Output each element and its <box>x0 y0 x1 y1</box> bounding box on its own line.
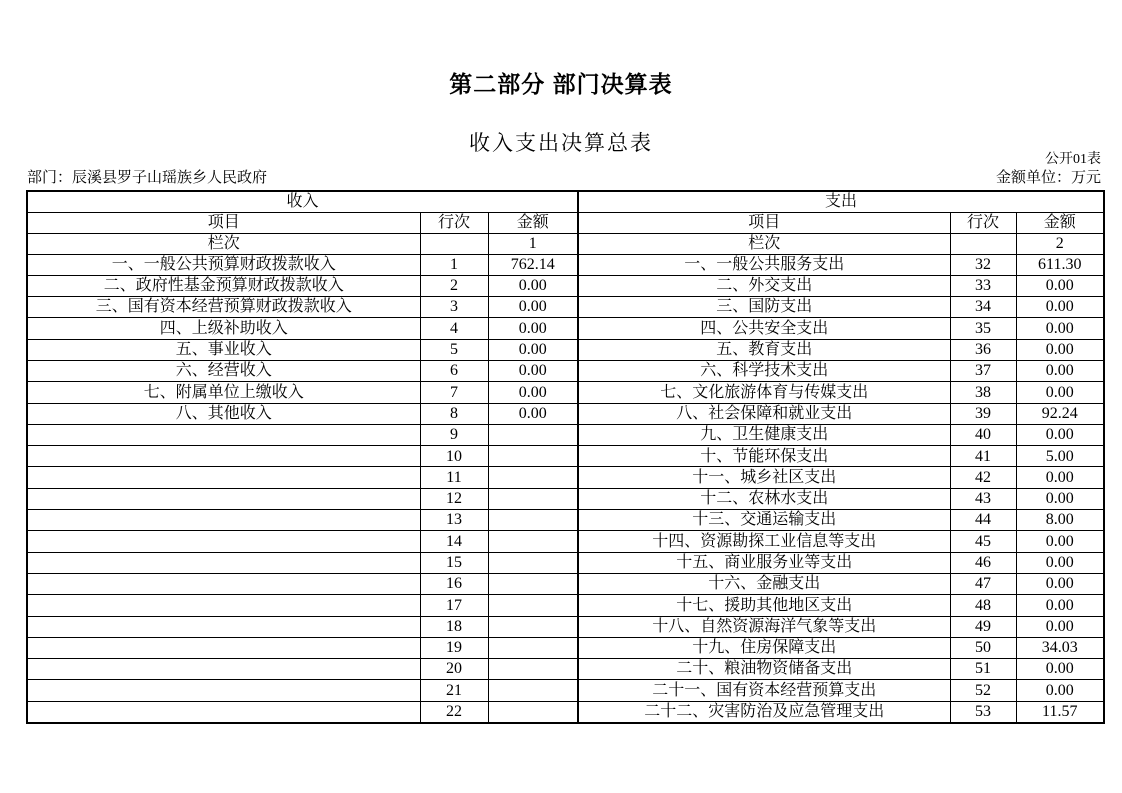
income-column-number: 1 <box>488 233 578 254</box>
table-row <box>27 680 1104 701</box>
table-row <box>27 424 1104 445</box>
expense-line-no-cell: 36 <box>950 339 1016 360</box>
income-amount-cell: 0.00 <box>488 275 578 296</box>
income-amount-cell <box>488 446 578 467</box>
expense-line-no-cell: 41 <box>950 446 1016 467</box>
income-amount-header: 金额 <box>488 212 578 233</box>
expense-column-index-label: 栏次 <box>578 233 950 254</box>
income-line-no-cell: 6 <box>420 360 488 381</box>
table-row <box>27 573 1104 594</box>
income-item-cell <box>27 424 420 445</box>
income-amount-cell <box>488 531 578 552</box>
expense-item-cell: 一、一般公共服务支出 <box>578 254 950 275</box>
income-item-cell: 二、政府性基金预算财政拨款收入 <box>27 275 420 296</box>
expense-item-cell: 十、节能环保支出 <box>578 446 950 467</box>
income-line-no-cell: 14 <box>420 531 488 552</box>
income-line-no-header: 行次 <box>420 212 488 233</box>
expense-amount-cell: 0.00 <box>1016 382 1104 403</box>
income-amount-cell <box>488 701 578 722</box>
expense-amount-cell: 34.03 <box>1016 637 1104 658</box>
expense-amount-cell: 0.00 <box>1016 488 1104 509</box>
income-amount-cell <box>488 616 578 637</box>
income-amount-cell <box>488 595 578 616</box>
expense-line-no-cell: 44 <box>950 510 1016 531</box>
income-item-cell: 三、国有资本经营预算财政拨款收入 <box>27 297 420 318</box>
expense-item-cell: 十四、资源勘探工业信息等支出 <box>578 531 950 552</box>
expense-item-header: 项目 <box>578 212 950 233</box>
income-line-no-cell: 1 <box>420 254 488 275</box>
expense-item-cell: 十八、自然资源海洋气象等支出 <box>578 616 950 637</box>
expense-amount-cell: 611.30 <box>1016 254 1104 275</box>
table-code-label: 公开01表 <box>1045 152 1101 167</box>
table-row <box>27 297 1104 318</box>
income-line-no-cell: 13 <box>420 510 488 531</box>
expense-line-no-cell: 40 <box>950 424 1016 445</box>
table-row <box>27 318 1104 339</box>
table-row <box>27 275 1104 296</box>
expense-amount-cell: 0.00 <box>1016 616 1104 637</box>
expense-amount-cell: 0.00 <box>1016 275 1104 296</box>
expense-line-no-cell: 42 <box>950 467 1016 488</box>
table-row <box>27 595 1104 616</box>
expense-amount-cell: 0.00 <box>1016 360 1104 381</box>
expense-item-cell: 四、公共安全支出 <box>578 318 950 339</box>
income-item-cell <box>27 637 420 658</box>
table-row <box>27 616 1104 637</box>
table-row <box>27 467 1104 488</box>
table-row <box>27 446 1104 467</box>
income-line-no-cell: 3 <box>420 297 488 318</box>
expense-amount-cell: 0.00 <box>1016 339 1104 360</box>
income-amount-cell: 0.00 <box>488 318 578 339</box>
income-item-cell <box>27 701 420 722</box>
income-item-cell <box>27 488 420 509</box>
income-column-index-label: 栏次 <box>27 233 420 254</box>
income-item-header: 项目 <box>27 212 420 233</box>
expense-line-no-cell: 39 <box>950 403 1016 424</box>
table-row <box>27 488 1104 509</box>
table-row <box>27 254 1104 275</box>
income-amount-cell <box>488 659 578 680</box>
income-line-no-cell: 8 <box>420 403 488 424</box>
expense-item-cell: 八、社会保障和就业支出 <box>578 403 950 424</box>
table-meta-row <box>27 166 1101 187</box>
income-item-cell: 五、事业收入 <box>27 339 420 360</box>
income-line-no-cell: 17 <box>420 595 488 616</box>
income-item-cell <box>27 446 420 467</box>
expense-amount-cell: 0.00 <box>1016 297 1104 318</box>
expense-line-no-cell: 51 <box>950 659 1016 680</box>
expense-line-no-cell: 49 <box>950 616 1016 637</box>
income-line-no-cell: 18 <box>420 616 488 637</box>
expense-line-no-cell: 37 <box>950 360 1016 381</box>
expense-line-no-cell: 50 <box>950 637 1016 658</box>
income-amount-cell: 0.00 <box>488 339 578 360</box>
expenditure-section-header: 支出 <box>578 191 1104 212</box>
income-amount-cell: 762.14 <box>488 254 578 275</box>
expense-line-no-cell: 33 <box>950 275 1016 296</box>
document-title: 第二部分 部门决算表 <box>449 71 673 97</box>
income-amount-cell <box>488 510 578 531</box>
income-amount-cell <box>488 467 578 488</box>
income-item-cell: 一、一般公共预算财政拨款收入 <box>27 254 420 275</box>
table-row <box>27 531 1104 552</box>
income-line-no-cell: 16 <box>420 573 488 594</box>
income-line-no-cell: 15 <box>420 552 488 573</box>
expense-line-no-cell: 53 <box>950 701 1016 722</box>
expense-item-cell: 二十、粮油物资储备支出 <box>578 659 950 680</box>
expense-item-cell: 二、外交支出 <box>578 275 950 296</box>
income-item-cell <box>27 595 420 616</box>
expense-line-no-header: 行次 <box>950 212 1016 233</box>
expense-item-cell: 十三、交通运输支出 <box>578 510 950 531</box>
expense-amount-cell: 0.00 <box>1016 659 1104 680</box>
table-row <box>27 552 1104 573</box>
income-item-cell <box>27 573 420 594</box>
expense-item-cell: 九、卫生健康支出 <box>578 424 950 445</box>
income-item-cell <box>27 510 420 531</box>
income-item-cell <box>27 680 420 701</box>
income-line-no-cell: 4 <box>420 318 488 339</box>
income-column-index-empty <box>420 233 488 254</box>
income-expenditure-table <box>26 190 1105 724</box>
expense-column-number: 2 <box>1016 233 1104 254</box>
expense-line-no-cell: 48 <box>950 595 1016 616</box>
expense-amount-cell: 0.00 <box>1016 552 1104 573</box>
income-item-cell <box>27 467 420 488</box>
expense-item-cell: 十九、住房保障支出 <box>578 637 950 658</box>
income-item-cell: 七、附属单位上缴收入 <box>27 382 420 403</box>
table-row <box>27 510 1104 531</box>
expense-line-no-cell: 34 <box>950 297 1016 318</box>
expense-item-cell: 十一、城乡社区支出 <box>578 467 950 488</box>
table-row <box>27 382 1104 403</box>
table-title: 收入支出决算总表 <box>469 131 653 155</box>
expense-item-cell: 十六、金融支出 <box>578 573 950 594</box>
income-line-no-cell: 11 <box>420 467 488 488</box>
expense-item-cell: 六、科学技术支出 <box>578 360 950 381</box>
expense-item-cell: 十五、商业服务业等支出 <box>578 552 950 573</box>
income-line-no-cell: 10 <box>420 446 488 467</box>
income-line-no-cell: 7 <box>420 382 488 403</box>
column-header-row <box>27 212 1104 233</box>
income-line-no-cell: 22 <box>420 701 488 722</box>
expense-amount-header: 金额 <box>1016 212 1104 233</box>
expense-line-no-cell: 52 <box>950 680 1016 701</box>
expense-line-no-cell: 38 <box>950 382 1016 403</box>
expense-line-no-cell: 47 <box>950 573 1016 594</box>
income-item-cell: 四、上级补助收入 <box>27 318 420 339</box>
expense-amount-cell: 0.00 <box>1016 424 1104 445</box>
amount-unit-label: 金额单位：万元 <box>995 170 1101 186</box>
expense-amount-cell: 0.00 <box>1016 680 1104 701</box>
income-amount-cell <box>488 573 578 594</box>
column-index-row <box>27 233 1104 254</box>
department-label: 部门：辰溪县罗子山瑶族乡人民政府 <box>27 170 268 186</box>
expense-item-cell: 二十一、国有资本经营预算支出 <box>578 680 950 701</box>
income-amount-cell <box>488 552 578 573</box>
expense-amount-cell: 8.00 <box>1016 510 1104 531</box>
expense-amount-cell: 92.24 <box>1016 403 1104 424</box>
table-row <box>27 701 1104 722</box>
income-section-header: 收入 <box>27 191 578 212</box>
expense-line-no-cell: 45 <box>950 531 1016 552</box>
income-line-no-cell: 9 <box>420 424 488 445</box>
expense-amount-cell: 0.00 <box>1016 531 1104 552</box>
income-item-cell: 六、经营收入 <box>27 360 420 381</box>
income-amount-cell <box>488 424 578 445</box>
income-line-no-cell: 5 <box>420 339 488 360</box>
income-amount-cell <box>488 488 578 509</box>
income-amount-cell: 0.00 <box>488 403 578 424</box>
expense-line-no-cell: 46 <box>950 552 1016 573</box>
expense-amount-cell: 0.00 <box>1016 573 1104 594</box>
income-line-no-cell: 19 <box>420 637 488 658</box>
expense-item-cell: 二十二、灾害防治及应急管理支出 <box>578 701 950 722</box>
income-line-no-cell: 12 <box>420 488 488 509</box>
table-row <box>27 360 1104 381</box>
expense-column-index-empty <box>950 233 1016 254</box>
income-amount-cell <box>488 680 578 701</box>
income-item-cell <box>27 531 420 552</box>
income-line-no-cell: 20 <box>420 659 488 680</box>
income-amount-cell: 0.00 <box>488 360 578 381</box>
expense-line-no-cell: 35 <box>950 318 1016 339</box>
income-amount-cell: 0.00 <box>488 382 578 403</box>
expense-item-cell: 十七、援助其他地区支出 <box>578 595 950 616</box>
table-row <box>27 637 1104 658</box>
income-line-no-cell: 21 <box>420 680 488 701</box>
expense-amount-cell: 5.00 <box>1016 446 1104 467</box>
expense-line-no-cell: 32 <box>950 254 1016 275</box>
expense-item-cell: 七、文化旅游体育与传媒支出 <box>578 382 950 403</box>
expense-amount-cell: 0.00 <box>1016 595 1104 616</box>
table-row <box>27 659 1104 680</box>
income-amount-cell: 0.00 <box>488 297 578 318</box>
table-row <box>27 339 1104 360</box>
income-item-cell: 八、其他收入 <box>27 403 420 424</box>
income-item-cell <box>27 616 420 637</box>
expense-amount-cell: 0.00 <box>1016 467 1104 488</box>
income-item-cell <box>27 552 420 573</box>
expense-item-cell: 五、教育支出 <box>578 339 950 360</box>
table-row <box>27 403 1104 424</box>
expense-amount-cell: 11.57 <box>1016 701 1104 722</box>
income-amount-cell <box>488 637 578 658</box>
expense-amount-cell: 0.00 <box>1016 318 1104 339</box>
section-header-row <box>27 191 1104 212</box>
expense-item-cell: 十二、农林水支出 <box>578 488 950 509</box>
income-line-no-cell: 2 <box>420 275 488 296</box>
expense-item-cell: 三、国防支出 <box>578 297 950 318</box>
expense-line-no-cell: 43 <box>950 488 1016 509</box>
income-item-cell <box>27 659 420 680</box>
